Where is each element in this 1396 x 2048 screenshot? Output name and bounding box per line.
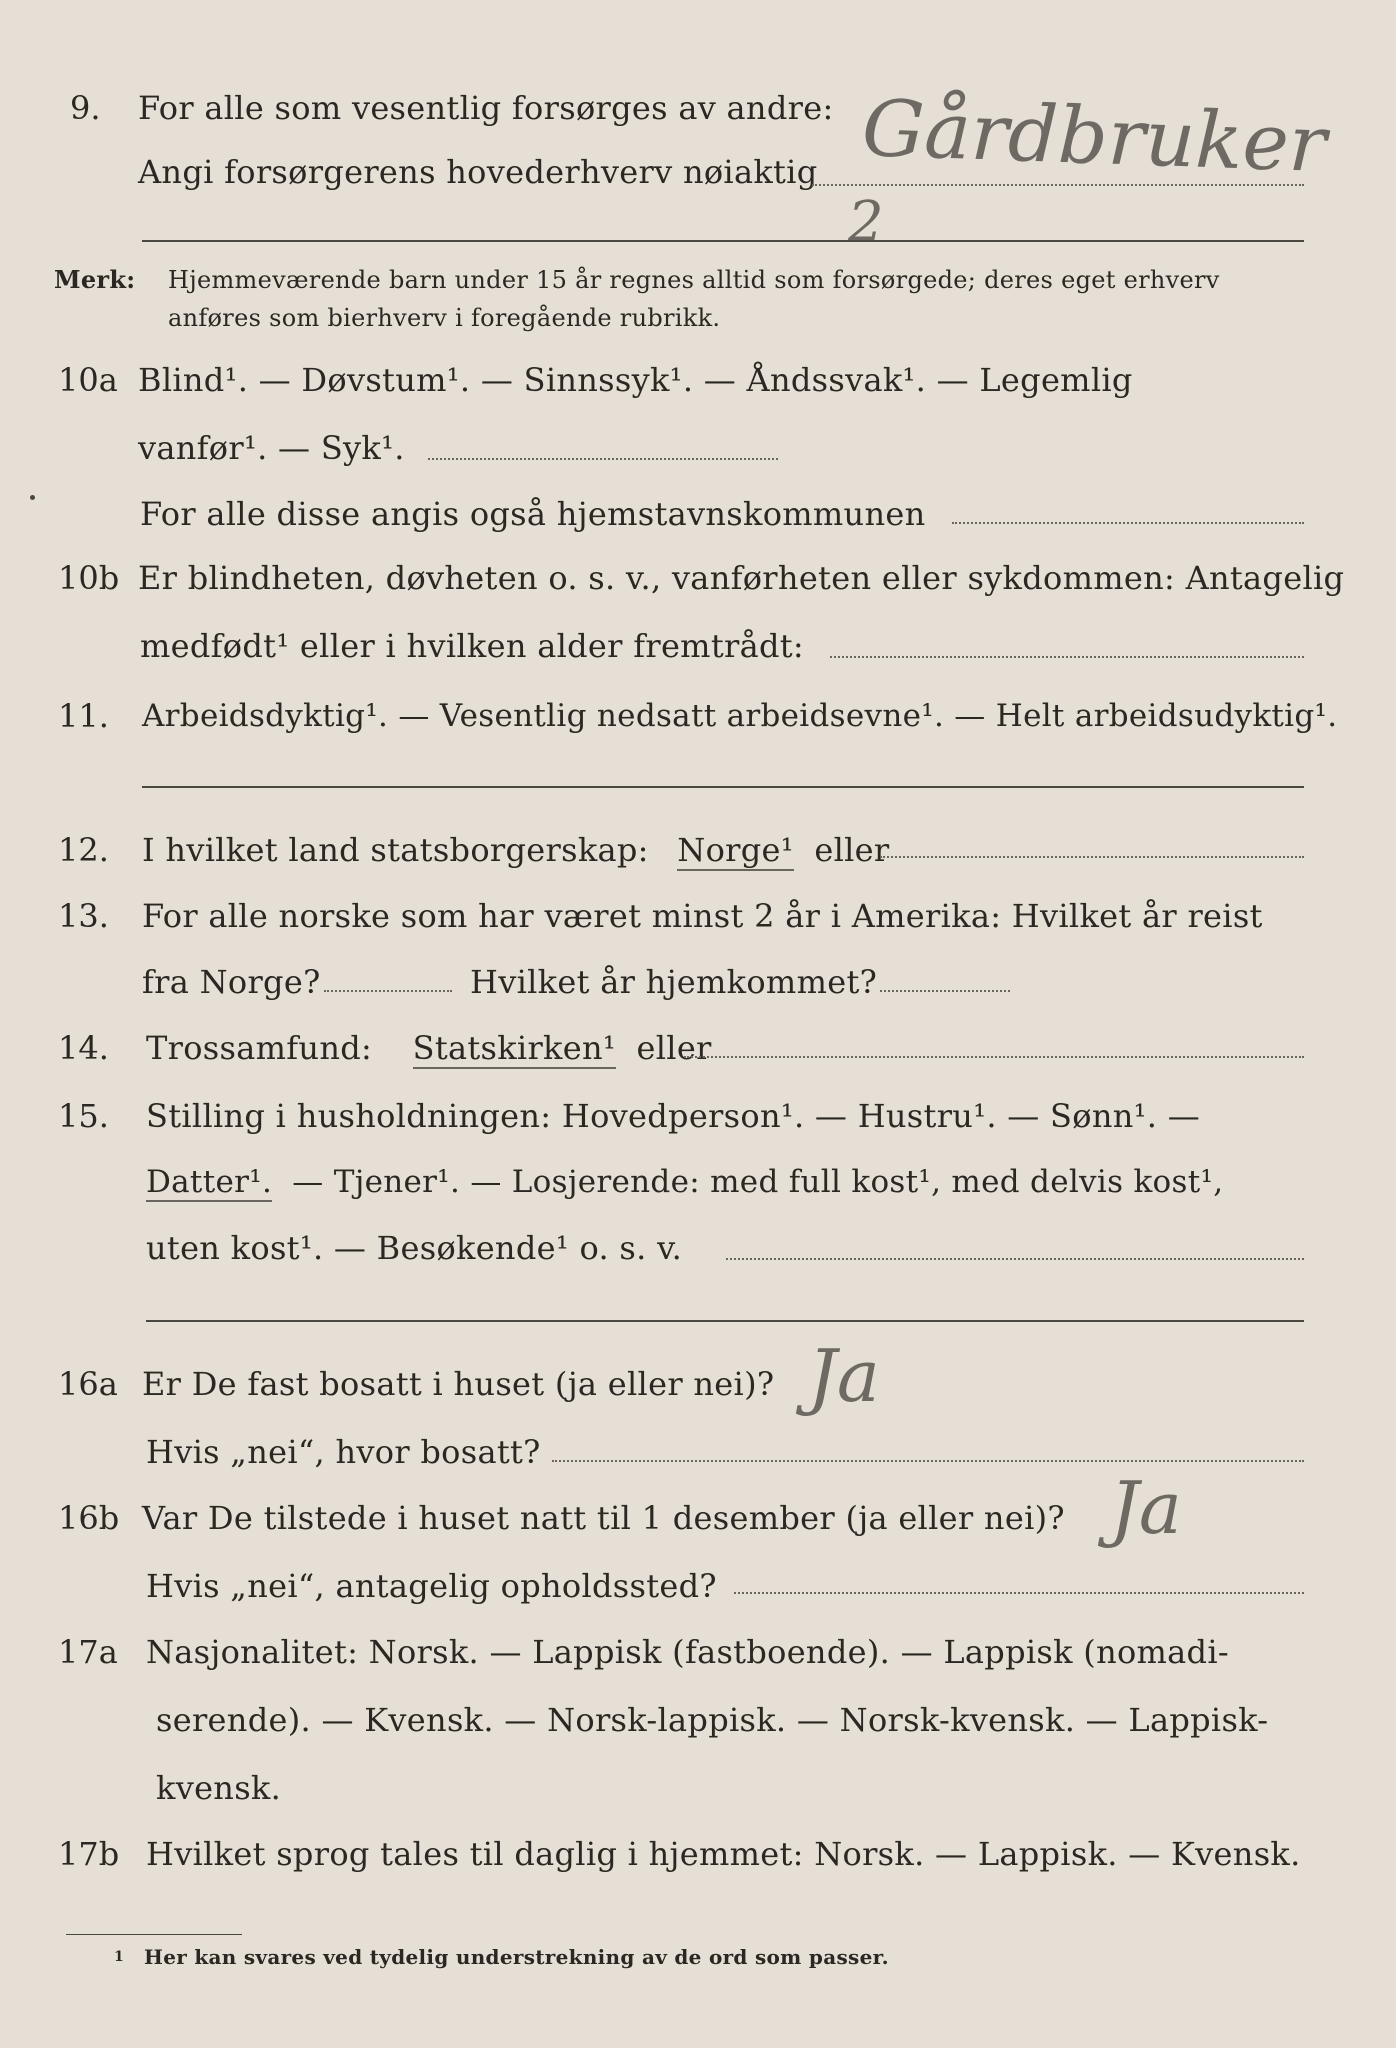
q11-answer-rule [142,786,1304,788]
q14-text-b: eller [636,1029,712,1067]
q16a-line2: Hvis „nei“, hvor bosatt? [146,1433,541,1471]
q15-answer-rule [146,1320,1304,1322]
q15-line2 [146,1162,1223,1202]
q13-line2b: Hvilket år hjemkommet? [470,963,878,1001]
q13-number: 13. [58,897,109,935]
q16a-number: 16a [58,1365,118,1403]
q15-line3: uten kost¹. — Besøkende¹ o. s. v. [146,1229,683,1267]
q14-dotted-line [684,1056,1304,1058]
q15-dotted-line [726,1258,1304,1260]
q16b-number: 16b [58,1499,120,1537]
q16b-line2: Hvis „nei“, antagelig opholdssted? [146,1567,717,1605]
q13-dotted-line-2 [880,990,1010,992]
q9-handwritten-mark: 2 [848,190,884,255]
q15-line2-rest: — Tjener¹. — Losjerende: med full kost¹, med delvis kost¹, [292,1164,1224,1200]
q10b-dotted-line [830,656,1304,658]
q9-answer-rule [142,240,1304,242]
q10a-dotted-line [428,458,778,460]
merk-label: Merk: [54,265,136,294]
q12-underlined-answer: Norge¹ [677,831,794,869]
q16b-handwritten-answer: Ja [1110,1466,1182,1550]
merk-line1: Hjemmeværende barn under 15 år regnes alltid som forsørgede; deres eget erhverv [168,266,1220,294]
q17b-line1: Hvilket sprog tales til daglig i hjemmet: Norsk. — Lappisk. — Kvensk. [146,1835,1301,1873]
margin-dot [30,495,35,500]
q16a-line1: Er De fast bosatt i huset (ja eller nei)? [142,1365,775,1403]
q13-dotted-line-1 [324,990,452,992]
q12-dotted-line [880,856,1304,858]
q13-line2a: fra Norge? [142,963,321,1001]
q12-line [142,830,890,870]
q11-number: 11. [58,697,109,735]
q10a-dotted-line-2 [952,522,1304,524]
q10a-line2: vanfør¹. — Syk¹. [138,429,405,467]
q15-number: 15. [58,1097,109,1135]
footnote-mark: 1 [114,1949,125,1965]
q12-number: 12. [58,831,109,869]
footnote-text: Her kan svares ved tydelig understrekning av de ord som passer. [144,1945,889,1969]
q16a-handwritten-answer: Ja [808,1334,880,1418]
q14-underlined-answer: Statskirken¹ [412,1029,617,1067]
q9-line1: For alle som vesentlig forsørges av andre: [138,89,834,127]
q12-text-a: I hvilket land statsborgerskap: [142,831,649,869]
q10a-line3: For alle disse angis også hjemstavnskommunen [140,495,926,533]
q15-underlined-answer: Datter¹. [146,1164,273,1200]
q16a-dotted-line [552,1460,1304,1462]
q17a-line2: serende). — Kvensk. — Norsk-lappisk. — Norsk-kvensk. — Lappisk- [156,1701,1269,1739]
footnote-rule [66,1934,242,1935]
q9-number: 9. [70,89,101,127]
q14-line [146,1028,712,1068]
q16b-dotted-line [734,1592,1304,1594]
q11-line1: Arbeidsdyktig¹. — Vesentlig nedsatt arbeidsevne¹. — Helt arbeidsudyktig¹. [142,698,1338,734]
q17a-line1: Nasjonalitet: Norsk. — Lappisk (fastboende). — Lappisk (nomadi- [146,1633,1229,1671]
q17a-number: 17a [58,1633,118,1671]
q10a-line1: Blind¹. — Døvstum¹. — Sinnssyk¹. — Åndssvak¹. — Legemlig [138,361,1133,399]
q15-line1: Stilling i husholdningen: Hovedperson¹. — Hustru¹. — Sønn¹. — [146,1097,1201,1135]
q10b-number: 10b [58,559,120,597]
q17a-line3: kvensk. [156,1769,282,1807]
q10b-line2: medfødt¹ eller i hvilken alder fremtrådt: [140,627,804,665]
q10b-line1: Er blindheten, døvheten o. s. v., vanførheten eller sykdommen: Antagelig [138,559,1345,597]
q9-line2: Angi forsørgerens hovederhverv nøiaktig [138,153,818,191]
merk-line2: anføres som bierhverv i foregående rubrikk. [168,304,721,332]
q14-text-a: Trossamfund: [146,1029,373,1067]
q16b-line1: Var De tilstede i huset natt til 1 desember (ja eller nei)? [142,1499,1065,1537]
q9-handwritten-answer: Gårdbruker [860,83,1328,191]
q13-line1: For alle norske som har været minst 2 år i Amerika: Hvilket år reist [142,897,1263,935]
q12-text-b: eller [814,831,890,869]
q10a-number: 10a [58,361,118,399]
q17b-number: 17b [58,1835,120,1873]
q14-number: 14. [58,1029,109,1067]
